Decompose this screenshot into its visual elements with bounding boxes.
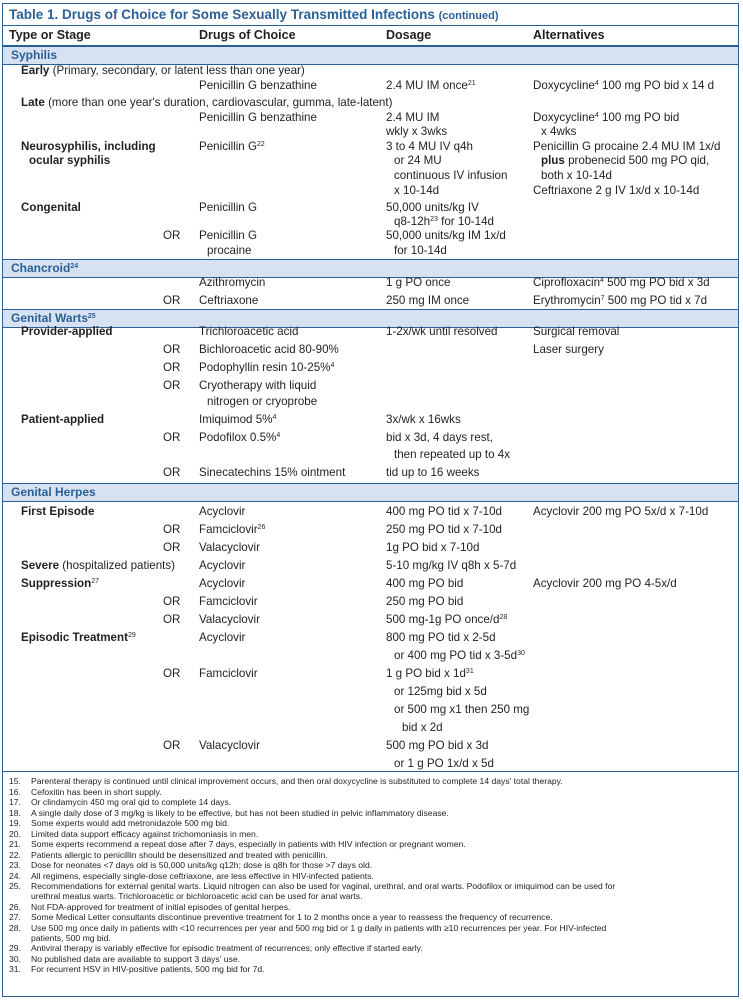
alternative-cell: Laser surgery: [533, 343, 604, 356]
dosage-cell: 1g PO bid x 7-10d: [386, 541, 480, 554]
dosage-cell: 1 g PO once: [386, 276, 451, 289]
or-label: OR: [163, 466, 181, 479]
dosage-cell: 400 mg PO tid x 7-10d: [386, 505, 502, 518]
footnote: 30. No published data are available to support 3 days' use.: [9, 953, 240, 964]
alternative-cell: Acyclovir 200 mg PO 5x/d x 7-10d: [533, 505, 709, 518]
or-label: OR: [163, 343, 181, 356]
dosage-cell: 50,000 units/kg IV: [386, 201, 479, 214]
dosage-cell: wkly x 3wks: [386, 125, 448, 138]
footnote: 15. Parenteral therapy is continued until clinical improvement occurs, and then oral doxycycline is substituted to complete 14 days' total therapy.: [9, 776, 563, 786]
stage-severe: Severe (hospitalized patients): [21, 559, 176, 572]
dosage-cell: 3 to 4 MU IV q4h: [386, 140, 473, 153]
drug-table: [2, 3, 739, 997]
table-title-bar: [3, 4, 738, 26]
dosage-cell: 2.4 MU IM: [386, 111, 440, 124]
footnote-continued: patients, 500 mg bid.: [31, 932, 111, 943]
drug-cell: Penicillin G: [199, 229, 257, 242]
drug-cell: Famciclovir: [199, 667, 258, 680]
header-dosage: Dosage: [386, 28, 432, 42]
footnote: 26. Not FDA-approved for treatment of initial episodes of genital herpes.: [9, 901, 291, 912]
dosage-cell: 3x/wk x 16wks: [386, 413, 461, 426]
dosage-cell: 2.4 MU IM once$^{21}$: [386, 79, 476, 92]
stage-first-episode: First Episode: [21, 505, 95, 518]
or-label: OR: [163, 595, 181, 608]
or-label: OR: [163, 229, 181, 242]
dosage-cell: x 10-14d: [394, 184, 440, 197]
drug-cell: Acyclovir: [199, 577, 246, 590]
drug-cell: Famciclovir$^{26}$: [199, 523, 266, 536]
drug-cell: Acyclovir: [199, 631, 246, 644]
drug-cell: Famciclovir: [199, 595, 258, 608]
footnote: 22. Patients allergic to penicillin should be desensitized and treated with penicillin.: [9, 849, 328, 860]
drug-cell: Cryotherapy with liquid: [199, 379, 317, 392]
footnote: 31. For recurrent HSV in HIV-positive patients, 500 mg bid for 7d.: [9, 964, 265, 974]
dosage-cell: bid x 3d, 4 days rest,: [386, 431, 493, 444]
or-label: OR: [163, 361, 181, 374]
stage-suppression: Suppression$^{27}$: [21, 577, 100, 590]
dosage-cell: 800 mg PO tid x 2-5d: [386, 631, 496, 644]
stage-provider-applied: Provider-applied: [21, 325, 113, 338]
dosage-cell: continuous IV infusion: [394, 169, 508, 182]
drug-cell: Podofilox 0.5%$^4$: [199, 431, 281, 444]
dosage-cell: or 24 MU: [394, 154, 442, 167]
dosage-cell: 250 mg IM once: [386, 294, 470, 307]
drug-cell: Valacyclovir: [199, 613, 260, 626]
footnote: 27. Some Medical Letter consultants discontinue preventive treatment for 1 to 2 months once a year to reassess the frequency of recurrence.: [9, 912, 553, 922]
footnote: 24. All regimens, especially single-dose ceftriaxone, are less effective in HIV-infected patients.: [9, 870, 374, 881]
stage-neurosyphilis: Neurosyphilis, including: [21, 140, 156, 153]
header-alternatives: Alternatives: [533, 28, 605, 42]
dosage-cell: 500 mg PO bid x 3d: [386, 739, 489, 752]
drug-cell: Bichloroacetic acid 80-90%: [199, 343, 339, 356]
alternative-cell: x 4wks: [541, 125, 577, 138]
dosage-cell: 5-10 mg/kg IV q8h x 5-7d: [386, 559, 517, 572]
or-label: OR: [163, 379, 181, 392]
stage-patient-applied: Patient-applied: [21, 413, 105, 426]
header-drugs: Drugs of Choice: [199, 28, 296, 42]
alternative-cell: Surgical removal: [533, 325, 620, 338]
dosage-cell: 1 g PO bid x $1d^{31}$: [386, 667, 474, 680]
stage-late: Late (more than one year's duration, cardiovascular, gumma, late-latent): [21, 96, 393, 109]
footnote-continued: urethral meatus warts. Trichloroacetic or bichloroacetic acid can be used for anal warts.: [31, 891, 363, 901]
footnote: 25. Recommendations for external genital warts. Liquid nitrogen can also be used for vaginal, urethral, and oral warts. Podofilox or imiquimod can be used for: [9, 881, 616, 891]
alternative-cell: both x 10-14d: [541, 169, 612, 182]
section-label: Chancroid$^{24}$: [11, 261, 79, 275]
alternative-cell: Penicillin G procaine 2.4 MU IM 1x/d: [533, 140, 721, 153]
alternative-cell: Acyclovir 200 mg PO 4-5x/d: [533, 577, 677, 590]
footnote: 17. Or clindamycin 450 mg oral qid to complete 14 days.: [9, 797, 232, 807]
alternative-cell: plus probenecid 500 mg PO qid,: [541, 154, 710, 167]
or-label: OR: [163, 431, 181, 444]
section-label: Genital Warts$^{25}$: [11, 311, 96, 325]
drug-cell: Acyclovir: [199, 505, 246, 518]
dosage-cell: or 400 mg PO tid x $3-5d^{30}$: [394, 649, 525, 662]
drug-cell: Valacyclovir: [199, 541, 260, 554]
drug-cell: Penicillin $G^{22}$: [199, 140, 265, 153]
dosage-cell: bid x 2d: [402, 721, 443, 734]
dosage-cell: or 125mg bid x 5d: [394, 685, 487, 698]
table-title: Table 1. Drugs of Choice for Some Sexually Transmitted Infections (continued): [9, 7, 499, 22]
drug-cell: Ceftriaxone: [199, 294, 259, 307]
drug-cell: Acyclovir: [199, 559, 246, 572]
drug-cell: Trichloroacetic acid: [199, 325, 299, 338]
drug-cell: Valacyclovir: [199, 739, 260, 752]
footnote: 18. A single daily dose of 3 mg/kg is likely to be effective, but has not been studied in pelvic inflammatory disease.: [9, 807, 449, 818]
dosage-cell: 500 mg-1g PO once/$d^{28}$: [386, 613, 508, 626]
dosage-cell: 250 mg PO tid x 7-10d: [386, 523, 502, 536]
alternative-cell: Doxycycline$^4$ 100 mg PO bid x 14 d: [533, 79, 715, 92]
or-label: OR: [163, 523, 181, 536]
section-label: Genital Herpes: [11, 485, 96, 499]
footnote: 19. Some experts would add metronidazole 500 mg bid.: [9, 818, 230, 828]
or-label: OR: [163, 541, 181, 554]
header-type: Type or Stage: [9, 28, 91, 42]
or-label: OR: [163, 613, 181, 626]
dosage-cell: $q8-12h^{23}$ for 10-14d: [394, 215, 494, 228]
footnote: 23. Dose for neonates <7 days old is 50,000 units/kg q12h; dose is q8h for those >7 days old.: [9, 860, 373, 870]
drug-cell: Imiquimod 5%$^4$: [199, 413, 277, 426]
footnote: 20. Limited data support efficacy against trichomoniasis in men.: [9, 828, 259, 839]
drug-cell: Podophyllin resin 10-25%$^4$: [199, 361, 335, 374]
section-label: Syphilis: [11, 48, 58, 62]
dosage-cell: or 1 g PO 1x/d x 5d: [394, 757, 494, 770]
or-label: OR: [163, 294, 181, 307]
alternative-cell: Ceftriaxone 2 g IV 1x/d x 10-14d: [533, 184, 700, 197]
drug-cell: procaine: [207, 244, 252, 257]
stage-neurosyphilis-cont: ocular syphilis: [29, 154, 111, 167]
alternative-cell: Ciprofloxacin$^4$ 500 mg PO bid x 3d: [533, 276, 710, 289]
drug-cell: Azithromycin: [199, 276, 266, 289]
drug-cell: Penicillin G benzathine: [199, 111, 317, 124]
dosage-cell: 250 mg PO bid: [386, 595, 464, 608]
dosage-cell: or 500 mg x1 then 250 mg: [394, 703, 530, 716]
title-continued: (continued): [438, 10, 499, 22]
dosage-cell: then repeated up to 4x: [394, 448, 511, 461]
or-label: OR: [163, 667, 181, 680]
section-syphilis: [3, 46, 738, 65]
dosage-cell: 1-2x/wk until resolved: [386, 325, 498, 338]
alternative-cell: Erythromycin$^7$ 500 mg PO tid x 7d: [533, 294, 708, 307]
stage-congenital: Congenital: [21, 201, 81, 214]
section-genital-warts: [3, 309, 738, 328]
footnote: 16. Cefoxitin has been in short supply.: [9, 786, 162, 797]
stage-episodic-treatment: Episodic Treatment$^{29}$: [21, 631, 136, 644]
section-genital-herpes: [3, 483, 738, 502]
or-label: OR: [163, 739, 181, 752]
stage-early: Early (Primary, secondary, or latent less than one year): [21, 64, 305, 77]
drug-cell: Penicillin G benzathine: [199, 79, 317, 92]
drug-cell: nitrogen or cryoprobe: [207, 395, 318, 408]
column-header-row: [3, 25, 738, 46]
drug-cell: Penicillin G: [199, 201, 257, 214]
dosage-cell: tid up to 16 weeks: [386, 466, 480, 479]
footnote: 21. Some experts recommend a repeat dose after 7 days, especially in patients with HIV infection or pregnant women.: [9, 839, 466, 849]
footnote: 29. Antiviral therapy is variably effective for episodic treatment of recurrences; only effective if started early.: [9, 943, 423, 953]
drug-cell: Sinecatechins 15% ointment: [199, 466, 346, 479]
dosage-cell: for 10-14d: [394, 244, 447, 257]
footnotes: [3, 771, 738, 996]
footnote: 28. Use 500 mg once daily in patients with <10 recurrences per year and 500 mg bid or 1 g daily in patients with ≥10 recurrences per year. For HIV-infected: [9, 922, 607, 933]
alternative-cell: Doxycycline$^4$ 100 mg PO bid: [533, 111, 680, 124]
dosage-cell: 400 mg PO bid: [386, 577, 464, 590]
dosage-cell: 50,000 units/kg IM 1x/d: [386, 229, 506, 242]
